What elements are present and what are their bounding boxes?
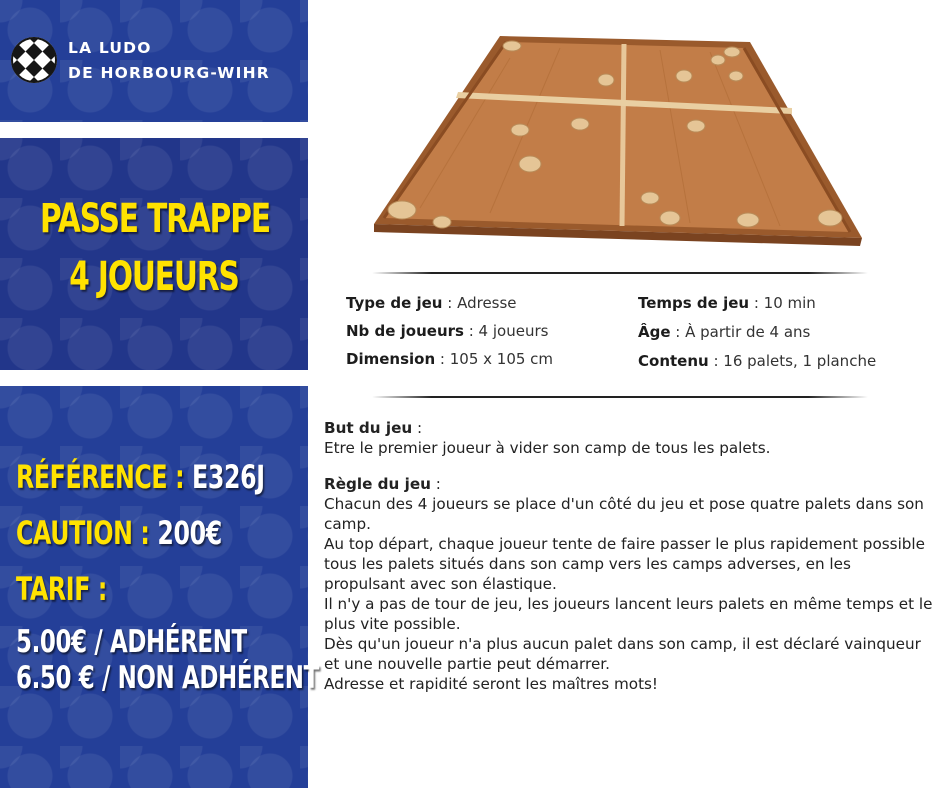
spec-content-label: Contenu [638, 352, 709, 370]
spec-content-value: 16 palets, 1 planche [723, 352, 877, 370]
spec-players-value: 4 joueurs [478, 322, 549, 340]
spec-time-label: Temps de jeu [638, 294, 750, 312]
divider-bottom [372, 396, 868, 398]
goal-heading: But du jeu [324, 419, 413, 437]
spec-dimension-value: 105 x 105 cm [449, 350, 554, 368]
reference-label: RÉFÉRENCE : [16, 458, 185, 496]
spec-type-value: Adresse [457, 294, 517, 312]
rules-section [324, 418, 936, 694]
spec-content: Contenu : 16 palets, 1 planche [638, 352, 877, 370]
spec-players-label: Nb de joueurs [346, 322, 464, 340]
checkered-circle-logo-icon [10, 36, 58, 84]
game-board-photo [360, 28, 870, 260]
caution-label: CAUTION : [16, 514, 150, 552]
game-title-line-1: PASSE TRAPPE [40, 196, 270, 242]
rule-paragraph-1: Chacun des 4 joueurs se place d'un côté du jeu et pose quatre palets dans son camp. [324, 495, 924, 533]
spec-age-label: Âge [638, 323, 671, 341]
spec-dimension-label: Dimension [346, 350, 436, 368]
reference-value: E326J [192, 458, 265, 496]
title-panel [0, 138, 308, 370]
rule-paragraph-2: Au top départ, chaque joueur tente de faire passer le plus rapidement possible tous les palets situés dans son camp vers les camps adverses, en les propulsant avec son élastique. [324, 535, 925, 593]
spec-type: Type de jeu : Adresse [346, 294, 517, 312]
brand-line-1: LA LUDO [68, 39, 152, 57]
spec-time-value: 10 min [763, 294, 816, 312]
rule-heading-line: Règle du jeu : [324, 475, 441, 493]
goal-text: Etre le premier joueur à vider son camp de tous les palets. [324, 439, 771, 457]
divider-top [372, 272, 868, 274]
spec-age: Âge : À partir de 4 ans [638, 323, 811, 341]
rule-paragraph-3: Il n'y a pas de tour de jeu, les joueurs lancent leurs palets en même temps et le plus vite possible. [324, 595, 933, 633]
tarif-label: TARIF : [16, 570, 107, 608]
tarif-non-adherent: 6.50 € / NON ADHÉRENT [16, 660, 319, 696]
rule-paragraph-5: Adresse et rapidité seront les maîtres mots! [324, 675, 659, 693]
spec-age-value: À partir de 4 ans [685, 323, 811, 341]
goal-heading-line: But du jeu : [324, 419, 423, 437]
brand-name [68, 36, 270, 86]
rule-heading: Règle du jeu [324, 475, 431, 493]
spec-dimension: Dimension : 105 x 105 cm [346, 350, 554, 368]
rule-paragraph-4: Dès qu'un joueur n'a plus aucun palet dans son camp, il est déclaré vainqueur et une nouvelle partie peut démarrer. [324, 635, 921, 673]
spec-time: Temps de jeu : 10 min [638, 294, 816, 312]
game-title-line-2: 4 JOUEURS [69, 254, 239, 300]
caution-value: 200€ [157, 514, 222, 552]
game-title [40, 190, 268, 306]
tarif-adherent: 5.00€ / ADHÉRENT [16, 624, 247, 660]
brand-header [0, 0, 308, 122]
brand-line-2: DE HORBOURG-WIHR [68, 64, 270, 82]
caution-line [16, 514, 222, 552]
spec-players: Nb de joueurs : 4 joueurs [346, 322, 549, 340]
reference-line [16, 458, 265, 496]
spec-type-label: Type de jeu [346, 294, 443, 312]
